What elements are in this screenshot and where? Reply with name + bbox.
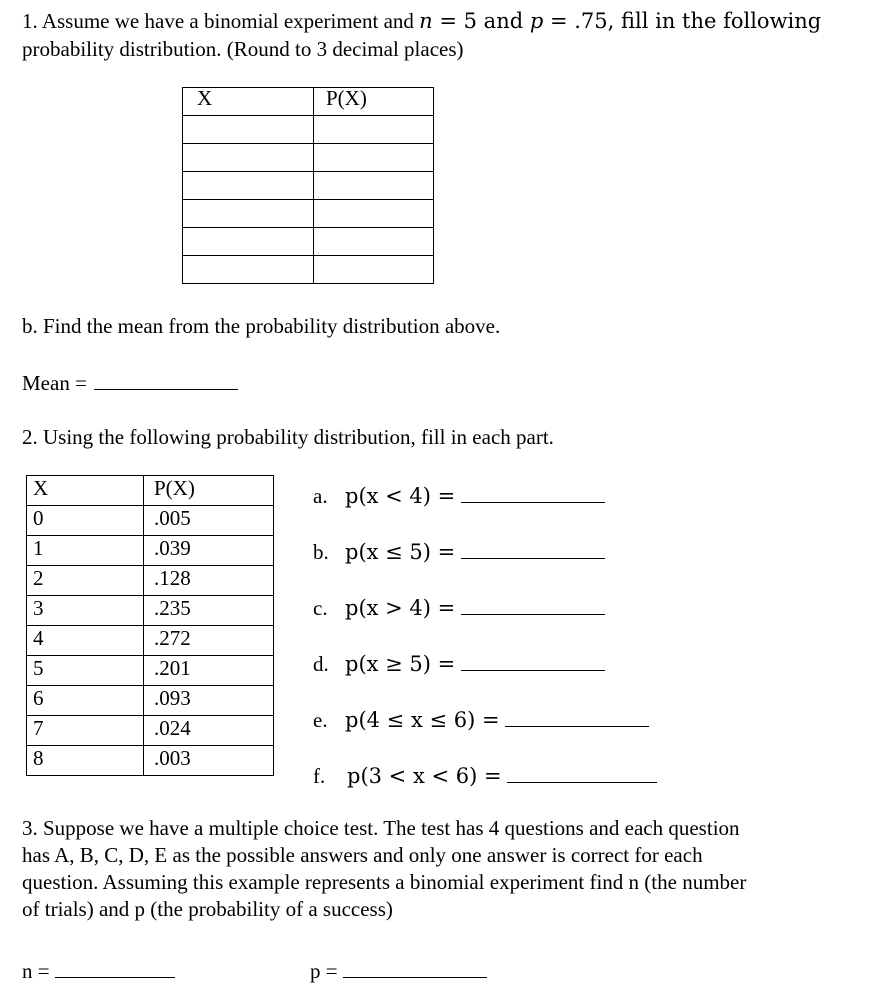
q2-part-f-blank[interactable] xyxy=(507,762,657,783)
table-cell-x: 1 xyxy=(27,536,144,566)
q1-table-row[interactable] xyxy=(183,172,434,200)
q1-mean-blank[interactable] xyxy=(94,369,238,390)
q3-line2: has A, B, C, D, E as the possible answers and only one answer is correct for each xyxy=(22,843,703,867)
q2-part-e-letter: e. xyxy=(313,708,328,732)
table-cell-x: 6 xyxy=(27,686,144,716)
q2-part-d xyxy=(313,650,605,677)
q1-eq2: = .75, fill in the following xyxy=(543,9,822,33)
q2-part-b-expr: p(x ≤ 5) = xyxy=(345,540,456,564)
q1-table-row[interactable] xyxy=(183,116,434,144)
q2-part-d-letter: d. xyxy=(313,652,329,676)
q3-line4: of trials) and p (the probability of a success) xyxy=(22,897,393,921)
q1-table xyxy=(182,87,434,284)
q1-table-row[interactable] xyxy=(183,200,434,228)
q1-table-header-x: X xyxy=(183,88,314,116)
q1-table-cell-x[interactable] xyxy=(183,228,314,256)
q1-table-cell-x[interactable] xyxy=(183,256,314,284)
q1-p-var: p xyxy=(529,9,544,33)
q2-part-c-expr: p(x > 4) = xyxy=(345,596,456,620)
q1-eq1: = 5 and xyxy=(432,9,530,33)
q1-line2: probability distribution. (Round to 3 decimal places) xyxy=(22,37,464,61)
q1-table-row[interactable] xyxy=(183,228,434,256)
q1-table-row[interactable] xyxy=(183,144,434,172)
table-cell-x: 3 xyxy=(27,596,144,626)
q3-p-line xyxy=(310,957,487,984)
q2-table-header-px: P(X) xyxy=(144,476,274,506)
q2-part-a-expr: p(x < 4) = xyxy=(345,484,456,508)
q1-mean-line xyxy=(22,369,238,396)
q1-mean-label: Mean = xyxy=(22,371,87,395)
q1-line1-prefix: 1. Assume we have a binomial experiment and xyxy=(22,9,420,33)
table-cell-x: 4 xyxy=(27,626,144,656)
q1-table-cell-x[interactable] xyxy=(183,172,314,200)
table-row xyxy=(27,596,274,626)
q1-part-b: b. Find the mean from the probability distribution above. xyxy=(22,314,501,338)
q1-line1 xyxy=(22,8,821,34)
q2-part-a-blank[interactable] xyxy=(461,482,605,503)
q2-part-a-letter: a. xyxy=(313,484,328,508)
q1-table-cell-px[interactable] xyxy=(314,144,434,172)
q3-p-label: p = xyxy=(310,959,338,983)
q1-table-row[interactable] xyxy=(183,256,434,284)
q2-part-c-letter: c. xyxy=(313,596,328,620)
q1-table-cell-px[interactable] xyxy=(314,116,434,144)
table-cell-px: .201 xyxy=(144,656,274,686)
table-cell-x: 2 xyxy=(27,566,144,596)
q3-n-line xyxy=(22,957,175,984)
q1-table-cell-x[interactable] xyxy=(183,200,314,228)
q3-p-blank[interactable] xyxy=(343,957,487,978)
table-cell-x: 0 xyxy=(27,506,144,536)
q2-table-header-row xyxy=(27,476,274,506)
q2-part-f-expr: p(3 < x < 6) = xyxy=(347,764,502,788)
q2-part-d-blank[interactable] xyxy=(461,650,605,671)
q2-part-f-letter: f. xyxy=(313,764,326,788)
q1-table-cell-px[interactable] xyxy=(314,256,434,284)
q3-line1: 3. Suppose we have a multiple choice test. The test has 4 questions and each question xyxy=(22,816,740,840)
table-row xyxy=(27,686,274,716)
table-cell-px: .093 xyxy=(144,686,274,716)
table-cell-px: .235 xyxy=(144,596,274,626)
table-row xyxy=(27,506,274,536)
q2-part-e-blank[interactable] xyxy=(505,706,649,727)
table-cell-x: 5 xyxy=(27,656,144,686)
table-cell-px: .039 xyxy=(144,536,274,566)
q2-part-b-letter: b. xyxy=(313,540,329,564)
q3-n-label: n = xyxy=(22,959,50,983)
q1-table-header-px: P(X) xyxy=(314,88,434,116)
table-row xyxy=(27,566,274,596)
table-row xyxy=(27,716,274,746)
q2-part-f xyxy=(313,762,657,789)
q1-table-cell-px[interactable] xyxy=(314,200,434,228)
q1-table-cell-x[interactable] xyxy=(183,144,314,172)
q2-part-c-blank[interactable] xyxy=(461,594,605,615)
q2-part-d-expr: p(x ≥ 5) = xyxy=(345,652,456,676)
table-row xyxy=(27,746,274,776)
q2-part-b xyxy=(313,538,605,565)
table-cell-x: 7 xyxy=(27,716,144,746)
q3-line3: question. Assuming this example represents a binomial experiment find n (the number xyxy=(22,870,747,894)
table-row xyxy=(27,536,274,566)
q1-table-cell-px[interactable] xyxy=(314,172,434,200)
q1-table-cell-x[interactable] xyxy=(183,116,314,144)
q2-table xyxy=(26,475,274,776)
q1-table-header-row xyxy=(183,88,434,116)
table-row xyxy=(27,656,274,686)
table-cell-px: .024 xyxy=(144,716,274,746)
q2-part-b-blank[interactable] xyxy=(461,538,605,559)
table-cell-px: .272 xyxy=(144,626,274,656)
q1-table-cell-px[interactable] xyxy=(314,228,434,256)
q2-part-e xyxy=(313,706,649,733)
table-cell-px: .003 xyxy=(144,746,274,776)
q3-n-blank[interactable] xyxy=(55,957,175,978)
table-cell-px: .128 xyxy=(144,566,274,596)
q2-part-c xyxy=(313,594,605,621)
table-cell-px: .005 xyxy=(144,506,274,536)
table-cell-x: 8 xyxy=(27,746,144,776)
q2-table-header-x: X xyxy=(27,476,144,506)
q1-n-var: n xyxy=(419,9,433,33)
q2-part-e-expr: p(4 ≤ x ≤ 6) = xyxy=(345,708,500,732)
table-row xyxy=(27,626,274,656)
q2-intro: 2. Using the following probability distribution, fill in each part. xyxy=(22,425,554,449)
q2-part-a xyxy=(313,482,605,509)
